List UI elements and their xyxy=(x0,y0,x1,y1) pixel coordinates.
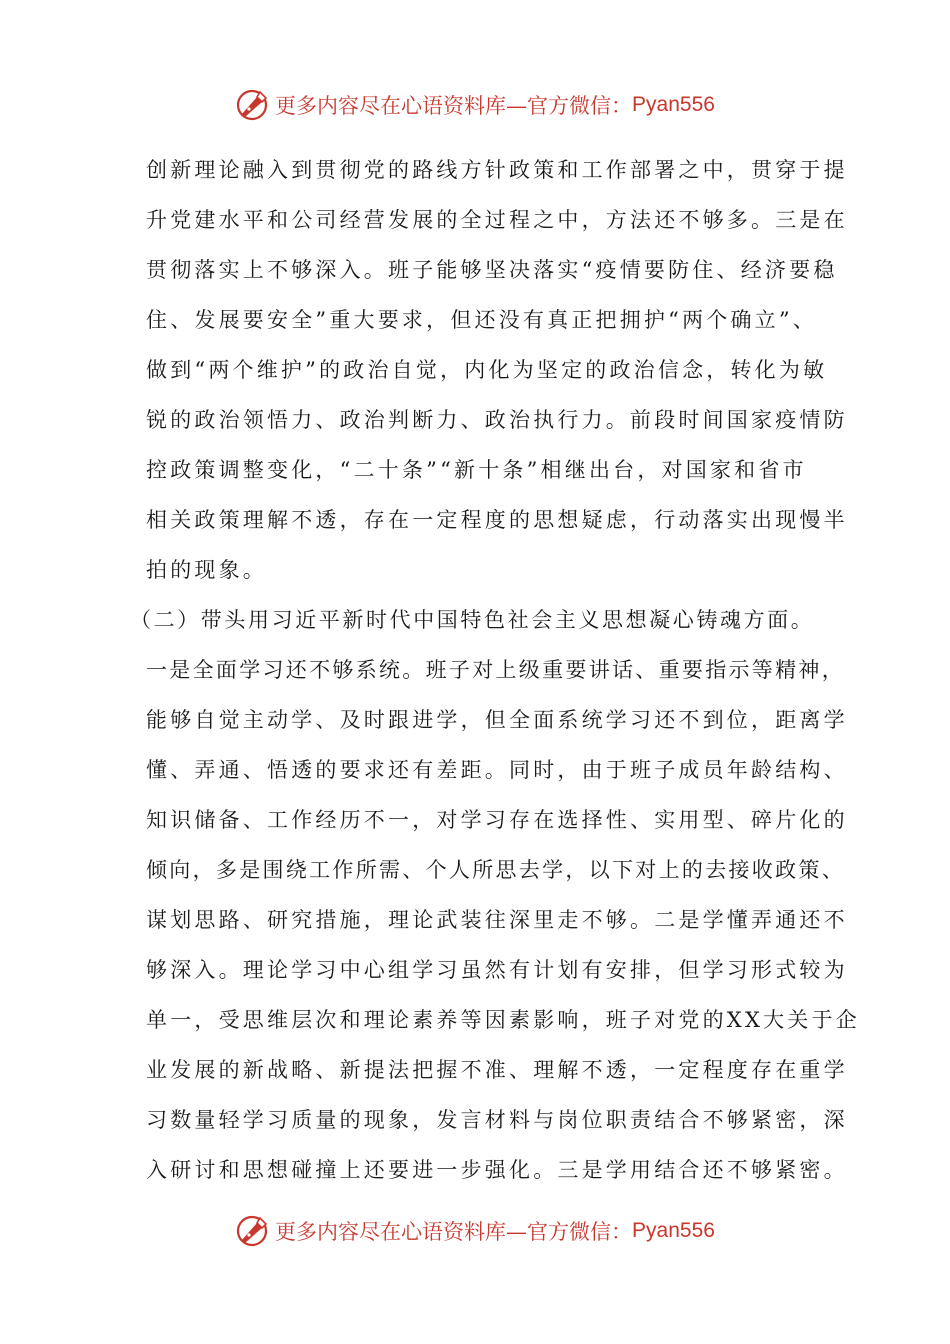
text-line: 业发展的新战略、新提法把握不准、理解不透，一定程度存在重学 xyxy=(146,1058,848,1082)
text-line: 单一，受思维层次和理论素养等因素影响，班子对党的XX大关于企 xyxy=(146,1008,860,1032)
text-line: 拍的现象。 xyxy=(146,558,267,582)
banner-text: 更多内容尽在心语资料库—官方微信： xyxy=(275,1220,633,1244)
section-heading: （二）带头用习近平新时代中国特色社会主义思想凝心铸魂方面。 xyxy=(130,608,815,632)
text-line: 创新理论融入到贯彻党的路线方针政策和工作部署之中，贯穿于提 xyxy=(146,158,848,182)
text-line: 习数量轻学习质量的现象，发言材料与岗位职责结合不够紧密，深 xyxy=(146,1108,848,1132)
text-line: 够深入。理论学习中心组学习虽然有计划有安排，但学习形式较为 xyxy=(146,958,848,982)
text-line: 锐的政治领悟力、政治判断力、政治执行力。前段时间国家疫情防 xyxy=(146,408,848,432)
text-line: 控政策调整变化，“二十条”“新十条”相继出台，对国家和省市 xyxy=(146,458,807,482)
text-line: 知识储备、工作经历不一，对学习存在选择性、实用型、碎片化的 xyxy=(146,808,848,832)
text-line: 做到“两个维护”的政治自觉，内化为坚定的政治信念，转化为敏 xyxy=(146,358,828,382)
banner-text: 更多内容尽在心语资料库—官方微信： xyxy=(275,94,633,118)
text-line: 住、发展要安全”重大要求，但还没有真正把拥护“两个确立”、 xyxy=(146,308,818,332)
pen-nib-circle-icon xyxy=(235,1214,269,1248)
document-body xyxy=(130,145,860,1195)
text-line: 入研讨和思想碰撞上还要进一步强化。三是学用结合还不够紧密。 xyxy=(146,1158,848,1182)
footer-banner xyxy=(0,1206,950,1256)
text-line: 倾向，多是围绕工作所需、个人所思去学，以下对上的去接收政策、 xyxy=(146,858,845,882)
text-line: 贯彻落实上不够深入。班子能够坚决落实“疫情要防住、经济要稳 xyxy=(146,258,838,282)
text-line: 能够自觉主动学、及时跟进学，但全面系统学习还不到位，距离学 xyxy=(146,708,848,732)
text-line: 升党建水平和公司经营发展的全过程之中，方法还不够多。三是在 xyxy=(146,208,848,232)
text-line: 相关政策理解不透，存在一定程度的思想疑虑，行动落实出现慢半 xyxy=(146,508,848,532)
header-banner xyxy=(0,80,950,130)
banner-wechat-id: Pyan556 xyxy=(632,93,715,116)
text-line: 懂、弄通、悟透的要求还有差距。同时，由于班子成员年龄结构、 xyxy=(146,758,848,782)
banner-wechat-id: Pyan556 xyxy=(632,1219,715,1242)
text-line: 谋划思路、研究措施，理论武装往深里走不够。二是学懂弄通还不 xyxy=(146,908,848,932)
pen-nib-circle-icon xyxy=(235,88,269,122)
text-line: 一是全面学习还不够系统。班子对上级重要讲话、重要指示等精神， xyxy=(146,658,845,682)
